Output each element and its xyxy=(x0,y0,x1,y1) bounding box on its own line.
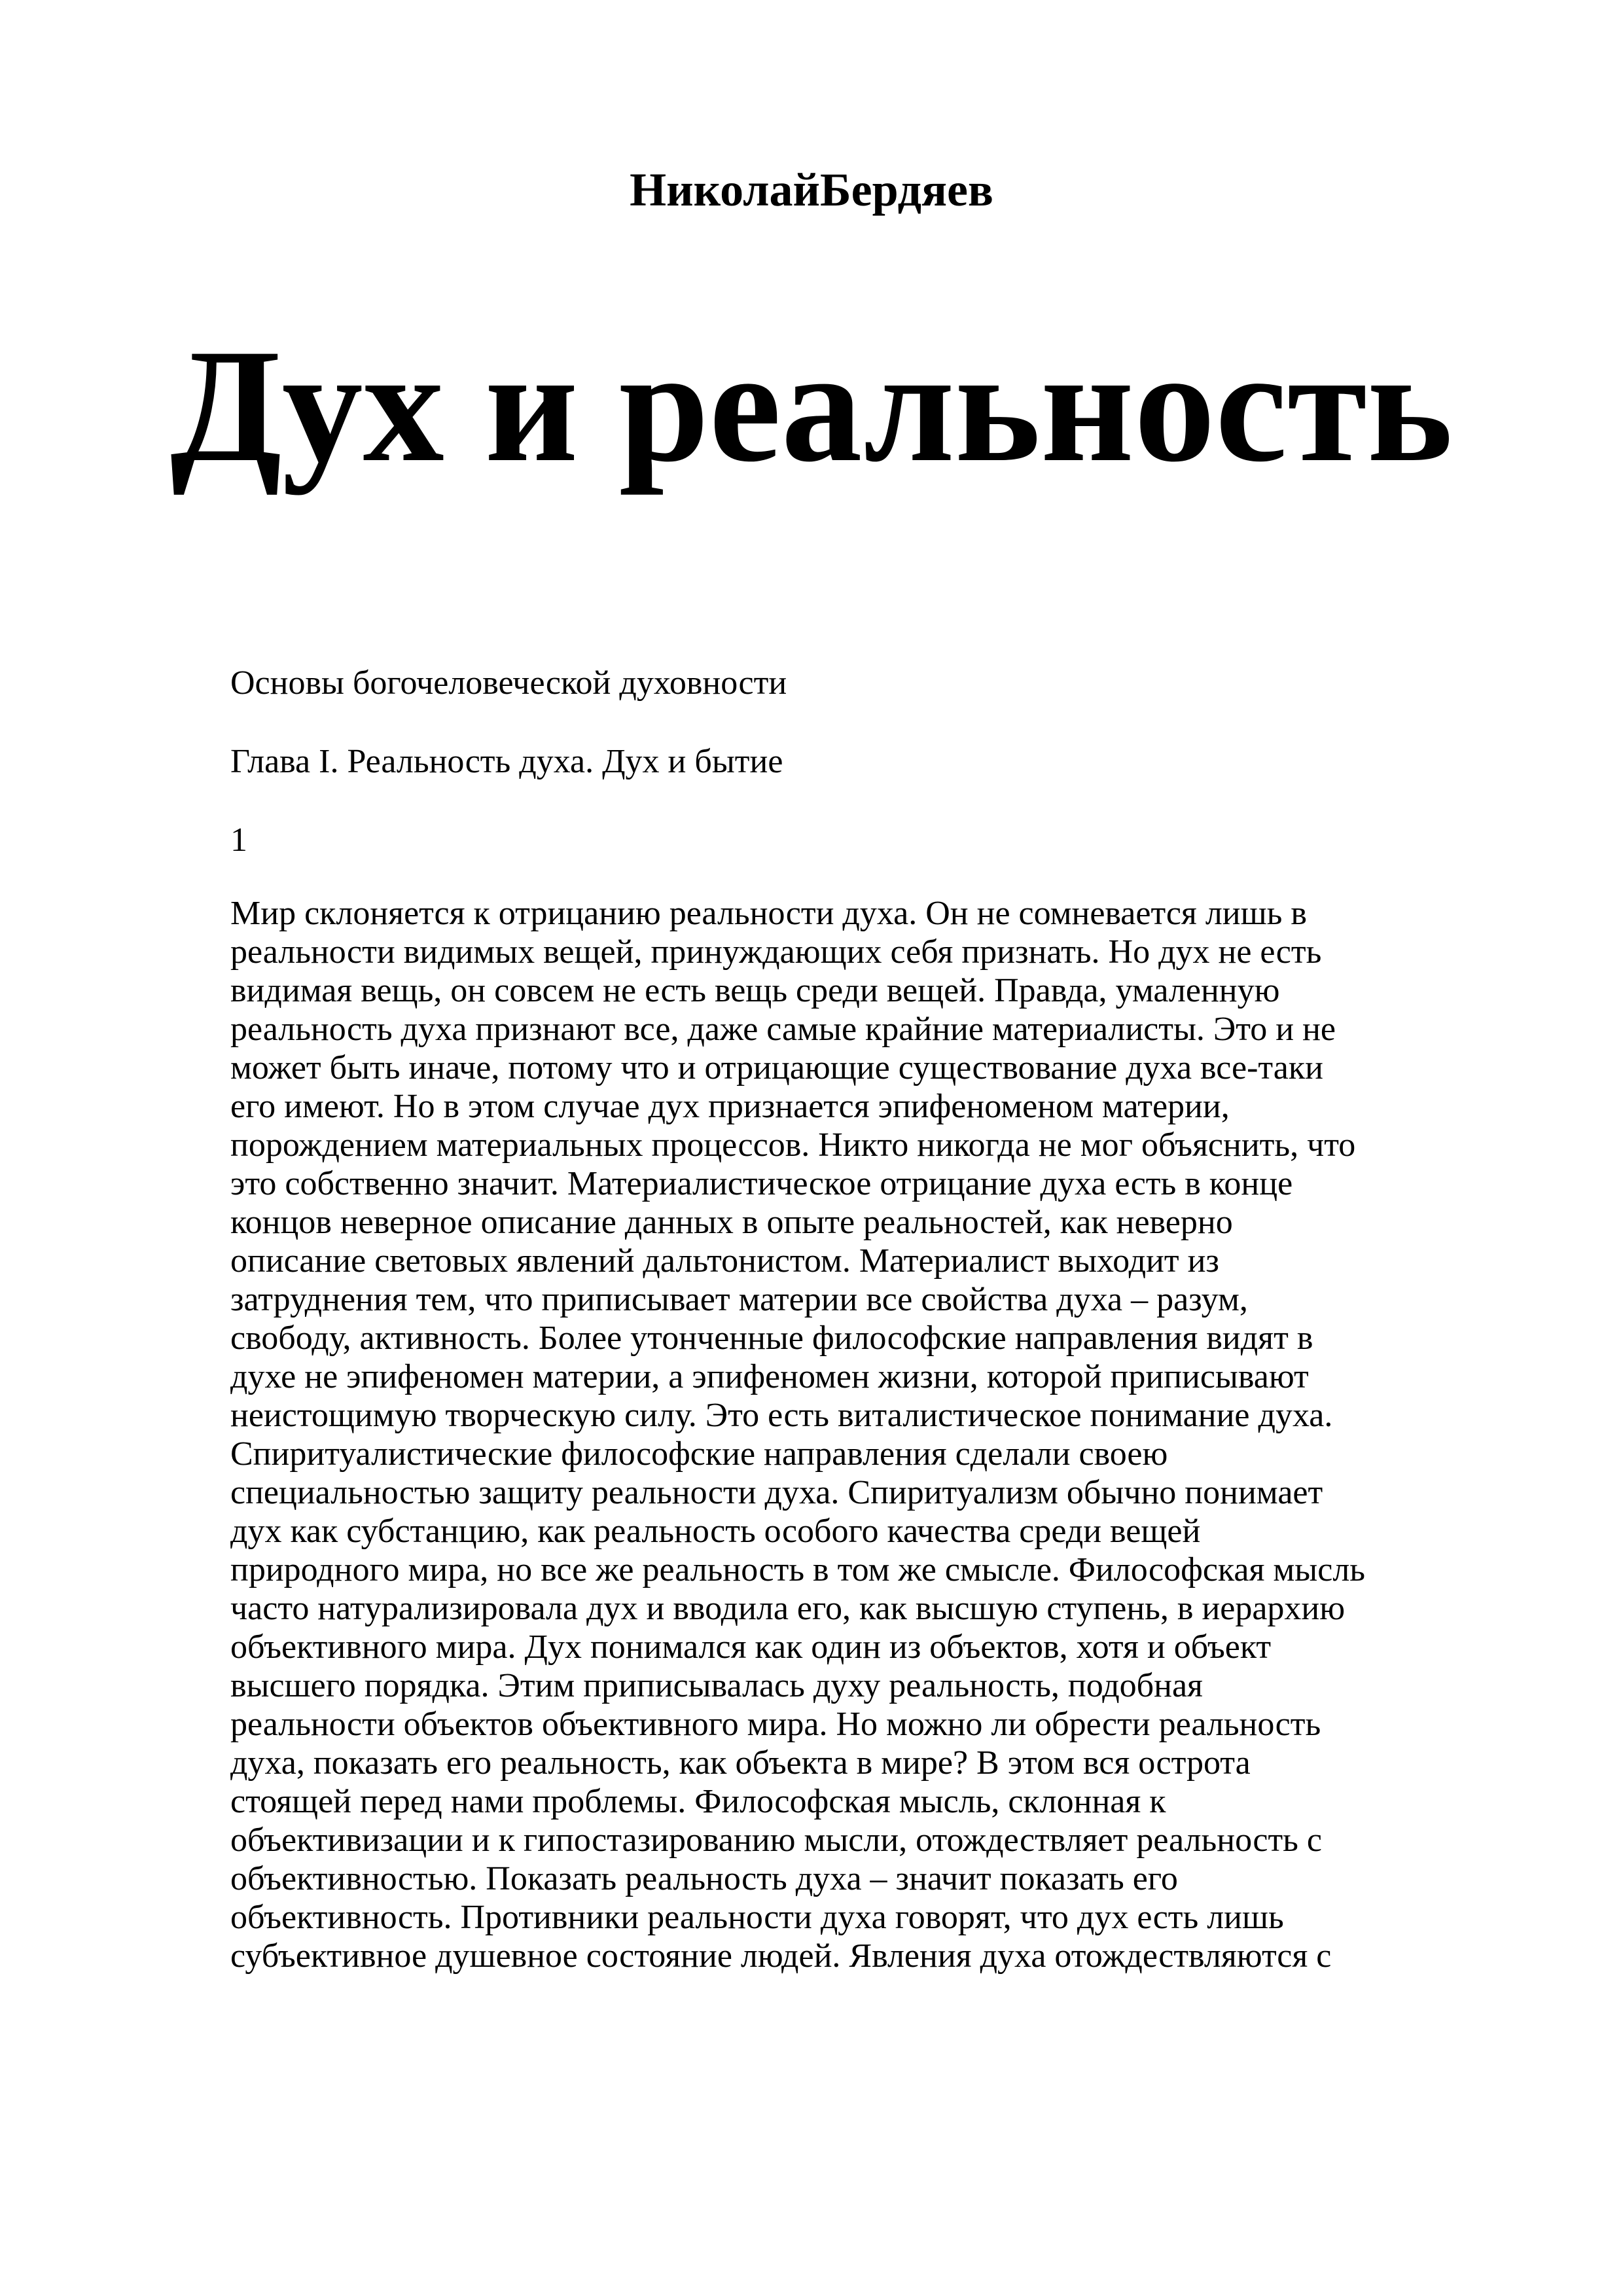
body-line: Мир склоняется к отрицанию реальности духа. Он не сомневается лишь в xyxy=(230,895,1307,932)
body-line: порождением материальных процессов. Никто никогда не мог объяснить, что xyxy=(230,1126,1356,1164)
body-line: реальность духа признают все, даже самые крайние материалисты. Это и не xyxy=(230,1011,1336,1048)
body-line: видимая вещь, он совсем не есть вещь среди вещей. Правда, умаленную xyxy=(230,972,1280,1009)
body-line: концов неверное описание данных в опыте реальностей, как неверно xyxy=(230,1204,1233,1241)
book-title: Дух и реальность xyxy=(170,315,1453,495)
body-line: высшего порядка. Этим приписывалась духу реальность, подобная xyxy=(230,1667,1203,1704)
author-name: НиколайБердяев xyxy=(630,164,993,216)
body-line: объективностью. Показать реальность духа – значит показать его xyxy=(230,1860,1178,1897)
book-subtitle: Основы богочеловеческой духовности xyxy=(230,664,787,702)
body-line: затруднения тем, что приписывает материи все свойства духа – разум, xyxy=(230,1281,1248,1318)
section-number: 1 xyxy=(230,821,247,859)
body-line: дух как субстанцию, как реальность особого качества среди вещей xyxy=(230,1513,1201,1550)
body-line: его имеют. Но в этом случае дух признается эпифеноменом материи, xyxy=(230,1088,1230,1125)
body-line: объективизации и к гипостазированию мысли, отождествляет реальность с xyxy=(230,1821,1322,1859)
body-paragraph xyxy=(230,894,1533,1975)
body-line: объективного мира. Дух понимался как один из объектов, хотя и объект xyxy=(230,1628,1272,1666)
body-line: духа, показать его реальность, как объекта в мире? В этом вся острота xyxy=(230,1744,1251,1782)
body-line: неистощимую творческую силу. Это есть виталистическое понимание духа. xyxy=(230,1397,1333,1434)
chapter-heading: Глава I. Реальность духа. Дух и бытие xyxy=(230,743,783,780)
body-line: духе не эпифеномен материи, а эпифеномен жизни, которой приписывают xyxy=(230,1358,1309,1395)
body-line: объективность. Противники реальности духа говорят, что дух есть лишь xyxy=(230,1899,1284,1936)
body-line: это собственно значит. Материалистическое отрицание духа есть в конце xyxy=(230,1165,1293,1202)
body-line: стоящей перед нами проблемы. Философская мысль, склонная к xyxy=(230,1783,1166,1820)
body-line: описание световых явлений дальтонистом. Материалист выходит из xyxy=(230,1242,1219,1280)
body-line: часто натурализировала дух и вводила его, как высшую ступень, в иерархию xyxy=(230,1590,1346,1627)
body-line: реальности объектов объективного мира. Но можно ли обрести реальность xyxy=(230,1706,1321,1743)
body-line: может быть иначе, потому что и отрицающие существование духа все-таки xyxy=(230,1049,1323,1086)
body-line: природного мира, но все же реальность в том же смысле. Философская мысль xyxy=(230,1551,1365,1588)
body-line: Спиритуалистические философские направления сделали своею xyxy=(230,1435,1168,1473)
body-line: субъективное душевное состояние людей. Явления духа отождествляются с xyxy=(230,1937,1332,1975)
body-line: специальностью защиту реальности духа. Спиритуализм обычно понимает xyxy=(230,1474,1323,1511)
body-line: реальности видимых вещей, принуждающих себя признать. Но дух не есть xyxy=(230,933,1322,971)
body-line: свободу, активность. Более утонченные философские направления видят в xyxy=(230,1319,1313,1357)
